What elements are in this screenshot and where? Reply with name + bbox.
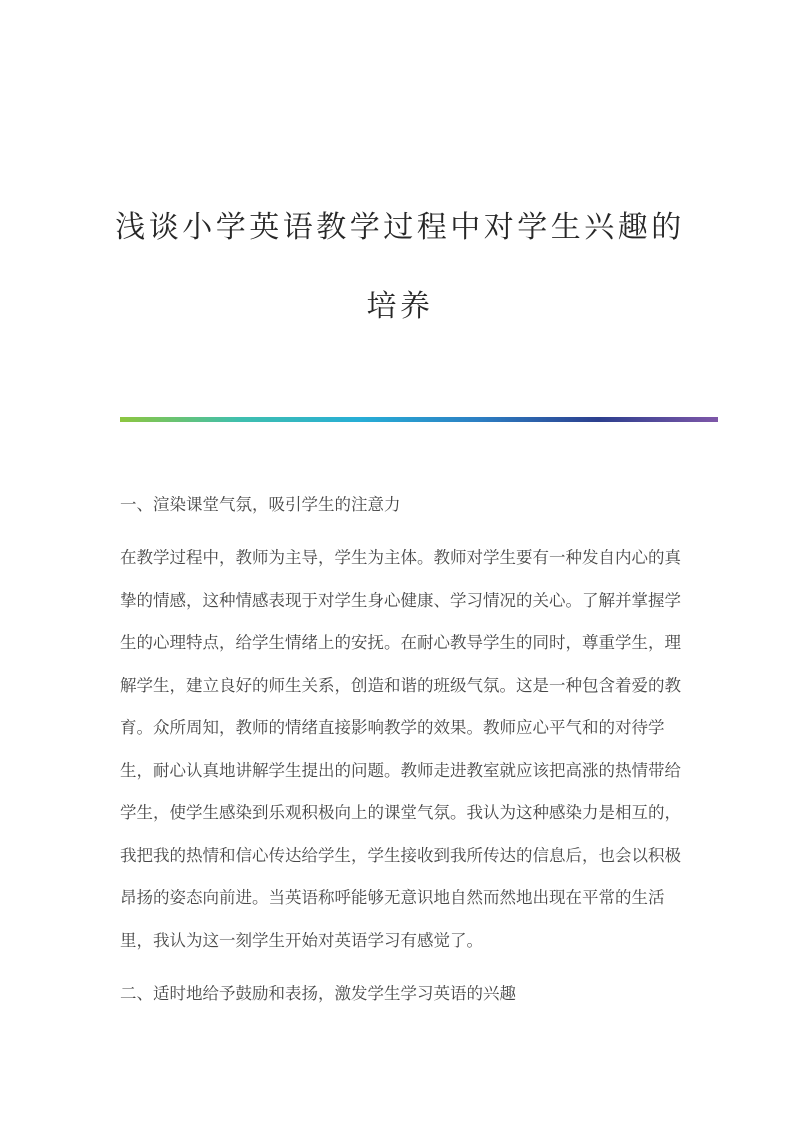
body-text-line: 生，耐心认真地讲解学生提出的问题。教师走进教室就应该把高涨的热情带给 — [120, 760, 681, 780]
section-heading-2: 二、适时地给予鼓励和表扬，激发学生学习英语的兴趣 — [120, 983, 516, 1003]
body-text-line: 解学生，建立良好的师生关系，创造和谐的班级气氛。这是一种包含着爱的教 — [120, 675, 681, 695]
title-line-2: 培养 — [366, 289, 434, 325]
gradient-divider — [120, 417, 718, 422]
body-text-line: 挚的情感，这种情感表现于对学生身心健康、学习情况的关心。了解并掌握学 — [120, 590, 681, 610]
document-title — [0, 188, 800, 346]
section-heading-1: 一、渲染课堂气氛，吸引学生的注意力 — [120, 495, 401, 514]
title-line-1: 浅谈小学英语教学过程中对学生兴趣的 — [115, 210, 685, 246]
body-text-line: 我把我的热情和信心传达给学生，学生接收到我所传达的信息后，也会以积极 — [120, 845, 681, 865]
document-body — [120, 484, 740, 1015]
body-text-line: 昂扬的姿态向前进。当英语称呼能够无意识地自然而然地出现在平常的生活 — [120, 888, 665, 907]
body-text-line: 生的心理特点，给学生情绪上的安抚。在耐心教导学生的同时，尊重学生，理 — [120, 633, 681, 652]
body-text-line: 在教学过程中，教师为主导，学生为主体。教师对学生要有一种发自内心的真 — [120, 548, 681, 567]
body-text-line: 学生，使学生感染到乐观积极向上的课堂气氛。我认为这种感染力是相互的， — [120, 803, 681, 822]
body-text-line: 里，我认为这一刻学生开始对英语学习有感觉了。 — [120, 930, 483, 950]
body-text-line: 育。众所周知，教师的情绪直接影响教学的效果。教师应心平气和的对待学 — [120, 718, 665, 737]
section-paragraph-1 — [120, 537, 740, 962]
